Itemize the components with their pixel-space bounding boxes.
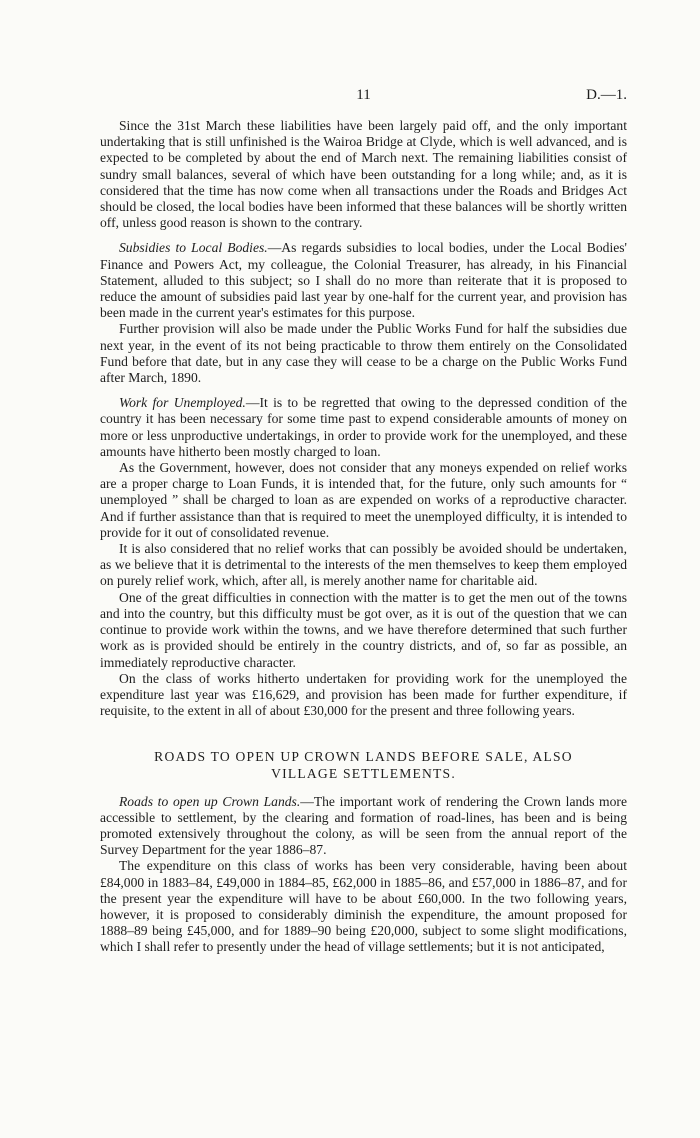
paragraph-roads-crown-lands: Roads to open up Crown Lands.—The important work of rendering the Crown lands more accessible to settlement, by the clearing and formation of road-lines, has been and is being promoted extensively throughout the colony, as will be seen from the annual report of the Survey Department for the year 1886–87. bbox=[100, 793, 627, 858]
paragraph-further-provision: Further provision will also be made under the Public Works Fund for half the subsidies due next year, in the event of its not being practicable to throw them entirely on the Consolidated Fund before that date, but in any case they will cease to be a charge on the Public Works Fund after March, 1890. bbox=[100, 321, 627, 386]
paragraph-expenditure: On the class of works hitherto undertaken for providing work for the unemployed the expenditure last year was £16,629, and provision has been made for further expenditure, if requisite, to the extent in all of about £30,000 for the present and three following years. bbox=[100, 670, 627, 719]
page-header bbox=[100, 87, 627, 109]
page-body bbox=[100, 118, 627, 956]
paragraph-unemployed: Work for Unemployed.—It is to be regretted that owing to the depressed condition of the country it has been necessary for some time past to expend considerable amounts of money on more or less unproductive undertakings, in order to provide work for the unemployed, and these amounts have hitherto been mostly charged to loan. bbox=[100, 395, 627, 459]
paragraph-road-expenditure: The expenditure on this class of works has been very considerable, having been about £84,000 in 1883–84, £49,000 in 1884–85, £62,000 in 1885–86, and £57,000 in 1886–87, and for the present year the expenditure will have to be about £60,000. In the two following years, however, it is proposed to considerably diminish the expenditure, the amount proposed for 1888–89 being £45,000, and for 1889–90 being £20,000, subject to some slight modifications, which I shall refer to presently under the head of village settlements; but it is not anticipated, bbox=[100, 858, 627, 955]
paragraph-lead: Work for Unemployed. bbox=[119, 395, 246, 411]
paragraph-liabilities: Since the 31st March these liabilities have been largely paid off, and the only important undertaking that is still unfinished is the Wairoa Bridge at Clyde, which is well advanced, and is expected to be completed by about the end of March next. The remaining liabilities consist of sundry small balances, several of which have been outstanding for a long while; and, as it is considered that the time has now come when all transactions under the Roads and Bridges Act should be closed, the local bodies have been informed that these balances will be shortly written off, unless good reason is shown to the contrary. bbox=[100, 118, 627, 231]
paragraph-lead: Roads to open up Crown Lands. bbox=[119, 793, 301, 809]
section-heading-line: ROADS TO OPEN UP CROWN LANDS BEFORE SALE, ALSO bbox=[154, 749, 573, 765]
paragraph-relief-works: As the Government, however, does not consider that any moneys expended on relief works are a proper charge to Loan Funds, it is intended that, for the future, only such amounts for “ unemployed ” shall be charged to loan as are expended on works of a reproductive character. And if further assistance than that is required to meet the unemployed difficulty, it is intended to provide for it out of consolidated revenue. bbox=[100, 460, 627, 540]
paragraph-detrimental: It is also considered that no relief works that can possibly be avoided should be undertaken, as we believe that it is detrimental to the interests of the men themselves to keep them employed on purely relief work, which, after all, is merely another name for charitable aid. bbox=[100, 541, 627, 589]
paragraph-subsidies: Subsidies to Local Bodies.—As regards subsidies to local bodies, under the Local Bodies' Finance and Powers Act, my colleague, the Colonial Treasurer, has already, in his Financial Statement, alluded to this subject; so I shall do no more than reiterate that it is proposed to reduce the amount of subsidies paid last year by one-half for the current year, and provision has been made in the current year's estimates for this purpose. bbox=[100, 240, 627, 321]
paragraph-difficulties: One of the great difficulties in connection with the matter is to get the men out of the towns and into the country, but this difficulty must be got over, as it is out of the question that we can continue to provide work within the towns, and we have therefore determined that such further work as is provided should be entirely in the country districts, and of, so far as possible, an immediately reproductive character. bbox=[100, 589, 627, 670]
section-heading bbox=[100, 749, 627, 782]
document-reference: D.—1. bbox=[586, 87, 627, 103]
section-heading-line: VILLAGE SETTLEMENTS. bbox=[271, 765, 456, 781]
paragraph-lead: Subsidies to Local Bodies. bbox=[119, 240, 268, 256]
page-number: 11 bbox=[356, 87, 371, 103]
